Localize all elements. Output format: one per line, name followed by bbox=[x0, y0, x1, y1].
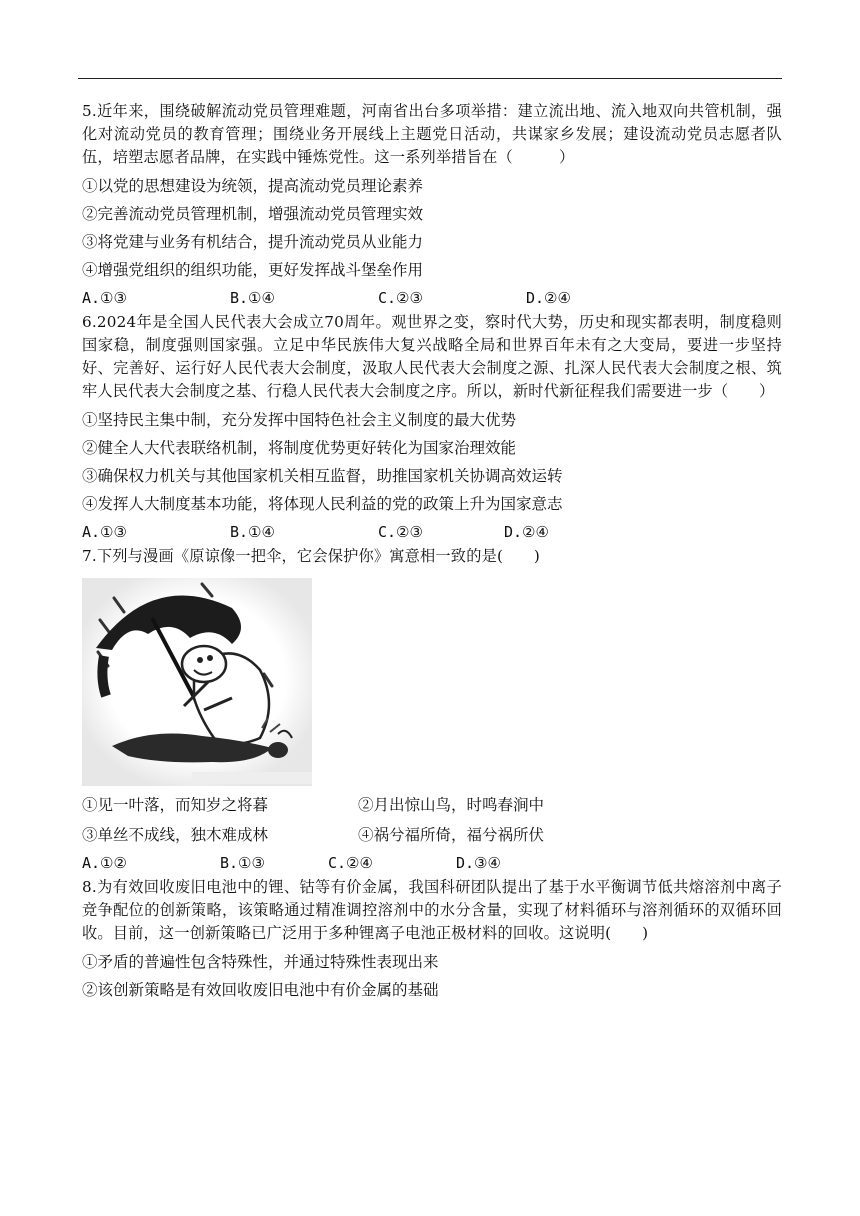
umbrella-cartoon-image bbox=[82, 578, 312, 786]
question-8-option-2: ②该创新策略是有效回收废旧电池中有价金属的基础 bbox=[82, 981, 439, 999]
choice-b[interactable]: B.①④ bbox=[230, 523, 275, 541]
question-5-option-2: ②完善流动党员管理机制，增强流动党员管理实效 bbox=[82, 205, 424, 223]
choice-a[interactable]: A.①③ bbox=[82, 289, 127, 307]
exam-content bbox=[82, 100, 782, 1001]
choice-d[interactable]: D.②④ bbox=[526, 289, 571, 307]
choice-a[interactable]: A.①③ bbox=[82, 523, 127, 541]
question-6-stem: 6.2024年是全国人民代表大会成立70周年。观世界之变，察时代大势，历史和现实都表明，制度稳则国家稳，制度强则国家强。立足中华民族伟大复兴战略全局和世界百年未有之大变局，要进一步坚持好、完善好、运行好人民代表大会制度，汲取人民代表大会制度之源、扎深人民代表大会制度之根、筑牢人民代表大会制度之基、行稳人民代表大会制度之序。所以，新时代新征程我们需要进一步（ ） bbox=[82, 313, 782, 400]
choice-b[interactable]: B.①③ bbox=[220, 854, 265, 872]
question-6-option-2: ②健全人大代表联络机制，将制度优势更好转化为国家治理效能 bbox=[82, 439, 517, 457]
question-6-option-4: ④发挥人大制度基本功能，将体现人民利益的党的政策上升为国家意志 bbox=[82, 495, 563, 513]
question-7-option-4: ④祸兮福所倚，福兮祸所伏 bbox=[358, 826, 545, 844]
header-rule bbox=[78, 78, 782, 79]
question-5 bbox=[82, 100, 782, 308]
choice-d[interactable]: D.③④ bbox=[456, 854, 501, 872]
choice-b[interactable]: B.①④ bbox=[230, 289, 275, 307]
question-7 bbox=[82, 545, 782, 873]
question-7-stem: 7.下列与漫画《原谅像一把伞，它会保护你》寓意相一致的是( ) bbox=[82, 547, 540, 565]
question-7-options-row-2 bbox=[82, 824, 782, 846]
question-8 bbox=[82, 876, 782, 1001]
question-5-option-1: ①以党的思想建设为统领，提高流动党员理论素养 bbox=[82, 177, 424, 195]
question-6-option-3: ③确保权力机关与其他国家机关相互监督，助推国家机关协调高效运转 bbox=[82, 467, 563, 485]
question-5-choices bbox=[82, 288, 782, 308]
choice-c[interactable]: C.②③ bbox=[378, 289, 423, 307]
choice-c[interactable]: C.②④ bbox=[328, 854, 373, 872]
question-7-option-1: ①见一叶落，而知岁之将暮 bbox=[82, 796, 269, 814]
choice-c[interactable]: C.②③ bbox=[378, 523, 423, 541]
question-7-option-2: ②月出惊山鸟，时鸣春涧中 bbox=[358, 796, 545, 814]
umbrella-cartoon-drawing bbox=[82, 578, 312, 786]
choice-d[interactable]: D.②④ bbox=[504, 523, 549, 541]
question-5-stem: 5.近年来，围绕破解流动党员管理难题，河南省出台多项举措：建立流出地、流入地双向共管机制，强化对流动党员的教育管理；围绕业务开展线上主题党日活动，共谋家乡发展；建设流动党员志愿者队伍，培塑志愿者品牌，在实践中锤炼党性。这一系列举措旨在（ ） bbox=[82, 102, 782, 166]
question-6-option-1: ①坚持民主集中制，充分发挥中国特色社会主义制度的最大优势 bbox=[82, 411, 517, 429]
question-7-options-row-1 bbox=[82, 794, 782, 816]
question-6 bbox=[82, 311, 782, 542]
question-5-option-3: ③将党建与业务有机结合，提升流动党员从业能力 bbox=[82, 233, 424, 251]
question-8-option-1: ①矛盾的普遍性包含特殊性，并通过特殊性表现出来 bbox=[82, 953, 439, 971]
question-6-choices bbox=[82, 522, 782, 542]
question-7-choices bbox=[82, 853, 782, 873]
question-7-option-3: ③单丝不成线，独木难成林 bbox=[82, 826, 269, 844]
question-5-option-4: ④增强党组织的组织功能，更好发挥战斗堡垒作用 bbox=[82, 261, 424, 279]
question-8-stem: 8.为有效回收废旧电池中的锂、钴等有价金属，我国科研团队提出了基于水平衡调节低共熔溶剂中离子竞争配位的创新策略，该策略通过精准调控溶剂中的水分含量，实现了材料循环与溶剂循环的双循环回收。目前，这一创新策略已广泛用于多种锂离子电池正极材料的回收。这说明( ) bbox=[82, 878, 782, 942]
choice-a[interactable]: A.①② bbox=[82, 854, 127, 872]
